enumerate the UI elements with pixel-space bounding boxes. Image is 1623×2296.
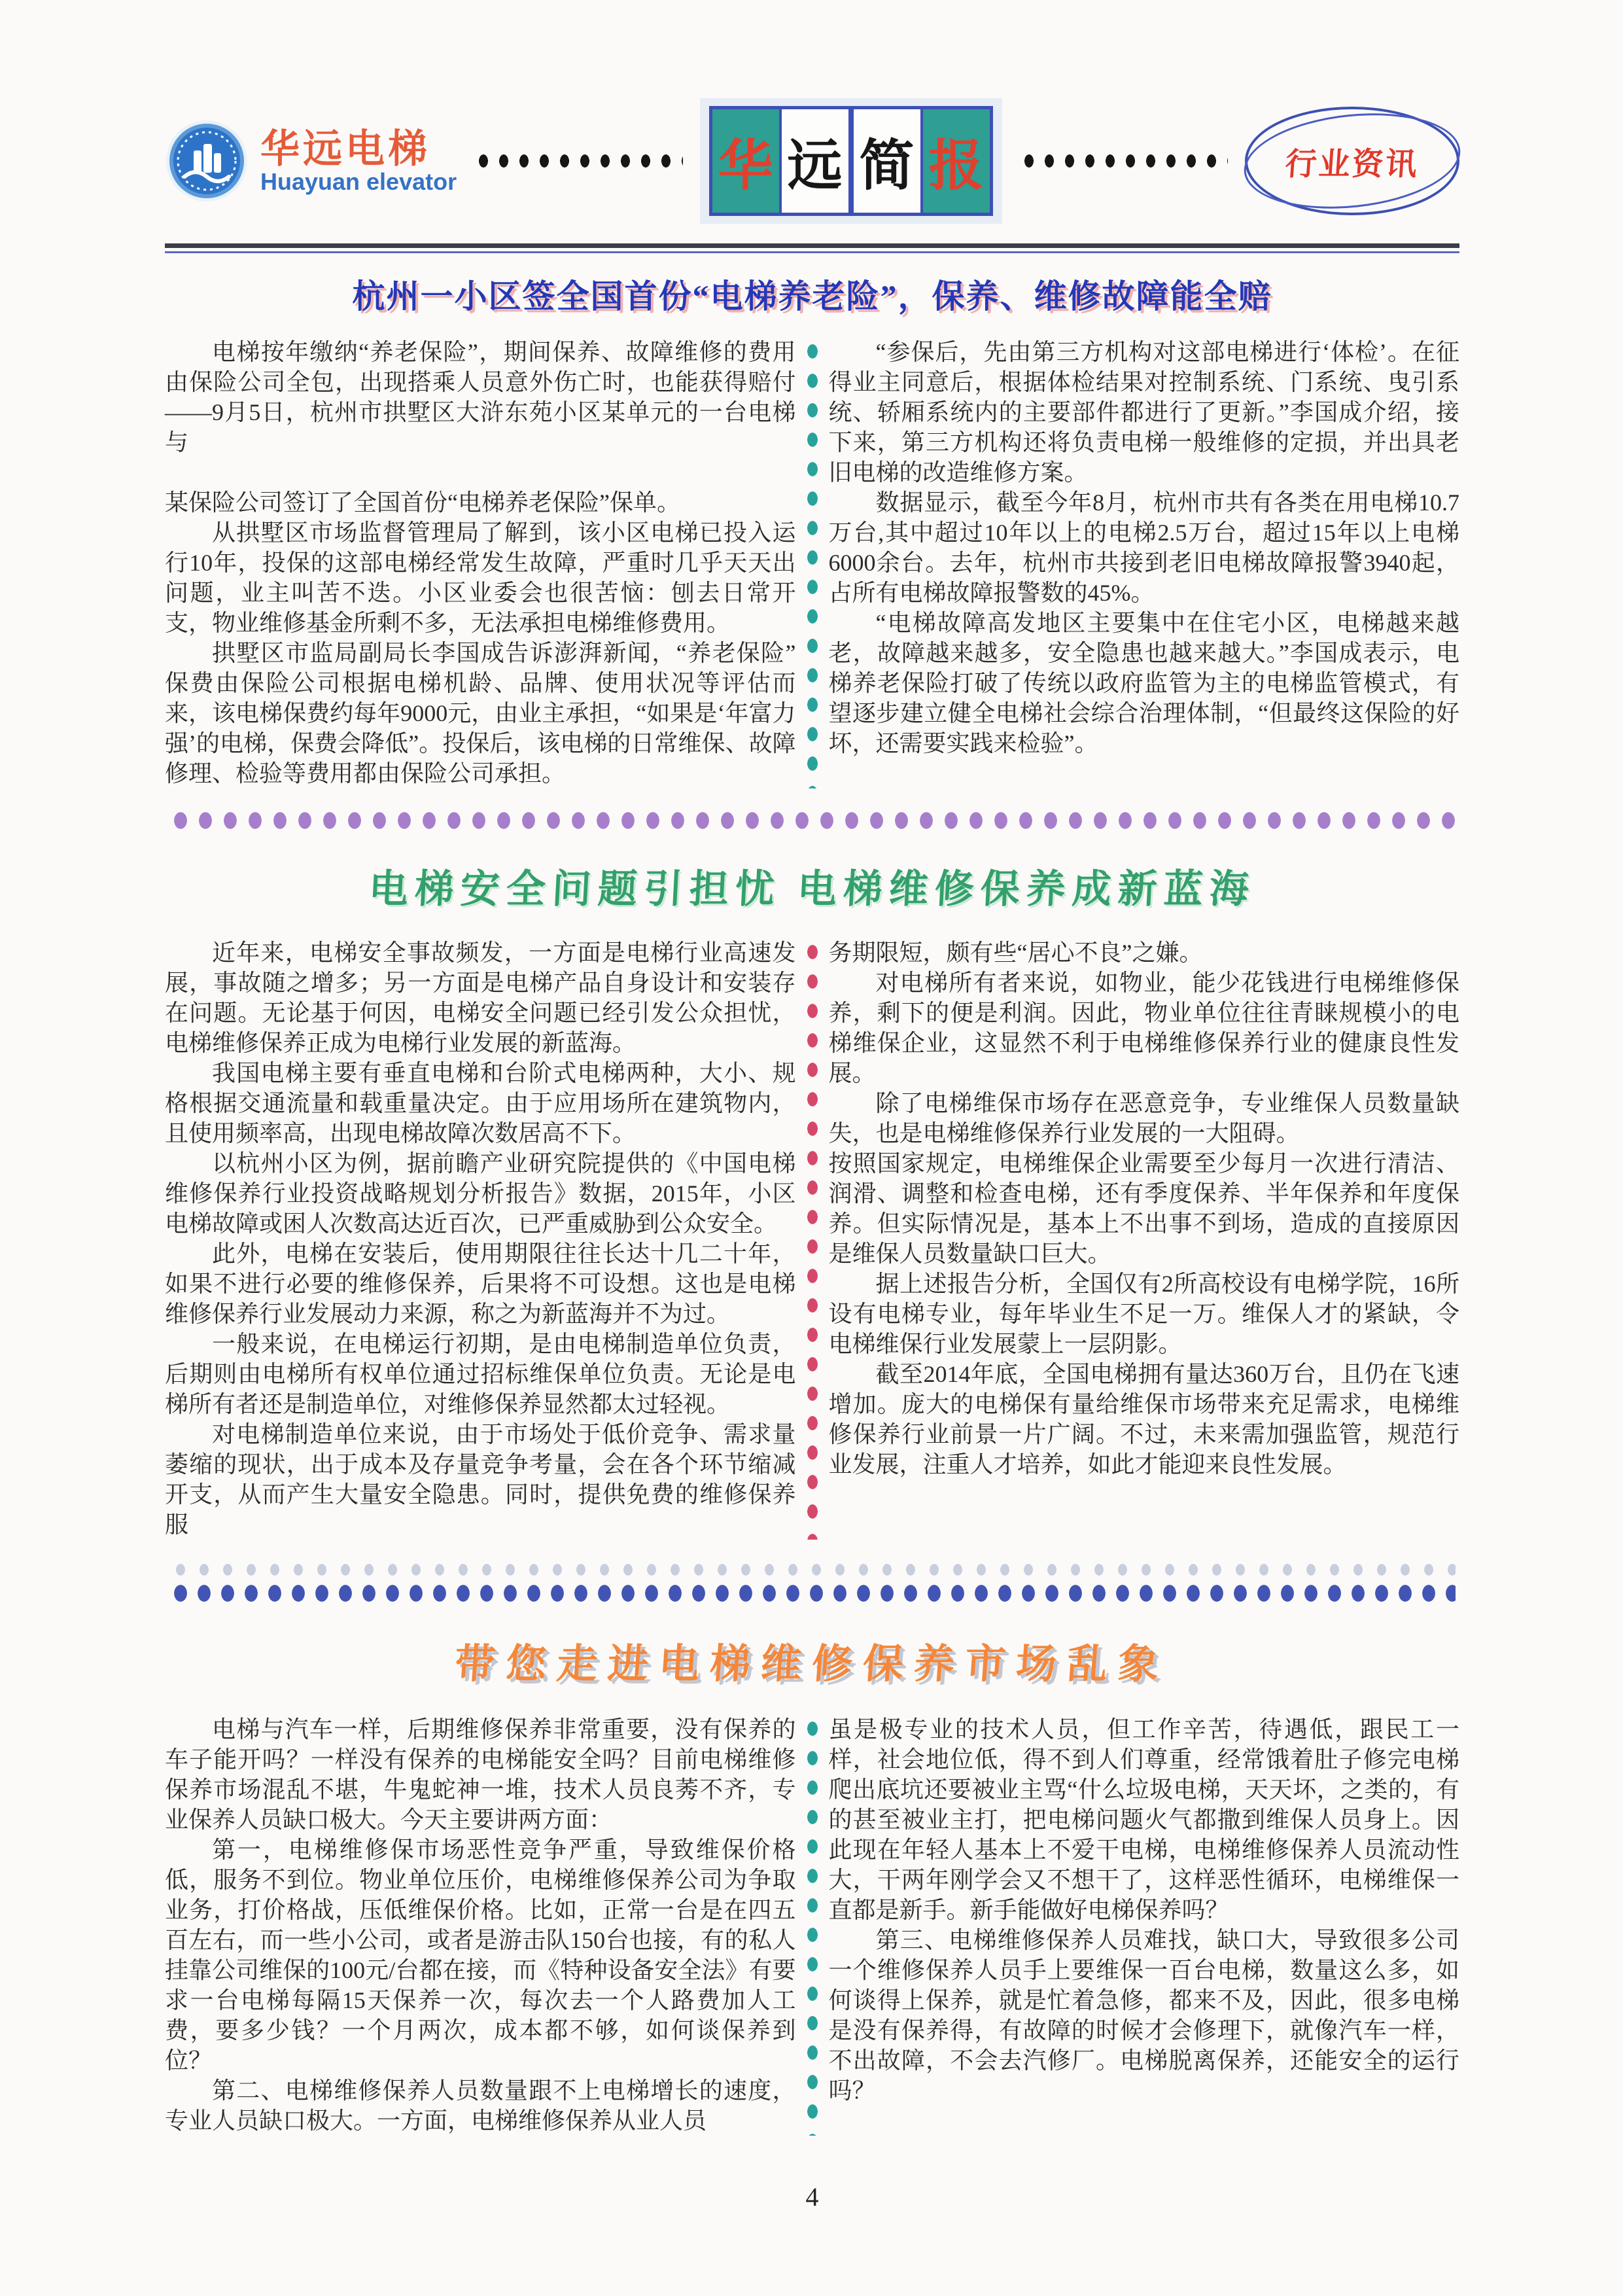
article-column-right — [829, 938, 1460, 1540]
masthead-char: 远 — [779, 109, 851, 213]
masthead — [700, 98, 1002, 224]
header-rule — [165, 243, 1459, 253]
dotted-line — [1019, 153, 1228, 169]
article-title: 杭州一小区签全国首份“电梯养老险”，保养、维修故障能全赔 — [352, 278, 1272, 315]
article-safety-blue-ocean — [165, 858, 1459, 1540]
paragraph: 务期限短，颇有些“居心不良”之嫌。 — [828, 940, 1203, 966]
paragraph: 电梯与汽车一样，后期维修保养非常重要，没有保养的车子能开吗？一样没有保养的电梯能安全吗？目前电梯维修保养市场混乱不堪，牛鬼蛇神一堆，技术人员良莠不齐，专业保养人员缺口极大。今天主要讲两方面： — [165, 1716, 796, 1833]
paragraph: 拱墅区市监局副局长李国成告诉澎湃新闻，“养老保险”保费由保险公司根据电梯机龄、品牌、使用状况等评估而来，该电梯保费约每年9000元，由业主承担，“如果是‘年富力强’的电梯，保费会降低”。投保后，该电梯的日常维保、故障修理、检验等费用都由保险公司承担。 — [165, 640, 796, 786]
paragraph: 第三、电梯维修保养人员难找，缺口大，导致很多公司一个维修保养人员手上要维保一百台电梯，数量这么多，如何谈得上保养，就是忙着急修，都来不及，因此，很多电梯是没有保养得，有故障的时候才会修理下，就像汽车一样，不出故障，不会去汽修厂。电梯脱离保养，还能安全的运行吗？ — [828, 1927, 1459, 2104]
paragraph: 数据显示，截至今年8月，杭州市共有各类在用电梯10.7万台,其中超过10年以上的电梯2.5万台，超过15年以上电梯6000余台。去年，杭州市共接到老旧电梯故障报警3940起，占所有电梯故障报警数的45%。 — [828, 489, 1459, 606]
article-column-right — [829, 337, 1460, 788]
paragraph: “参保后，先由第三方机构对这部电梯进行‘体检’。在征得业主同意后，根据体检结果对控制系统、门系统、曳引系统、轿厢系统内的主要部件都进行了更新。”李国成介绍，接下来，第三方机构还将负责电梯一般维修的定损，并出具老旧电梯的改造维修方案。 — [828, 339, 1459, 486]
dotted-line — [474, 153, 682, 169]
industry-news-badge-label: 行业资讯 — [1283, 147, 1420, 182]
paragraph: 一般来说，在电梯运行初期，是由电梯制造单位负责，后期则由电梯所有权单位通过招标维保单位负责。无论是电梯所有者还是制造单位，对维修保养显然都太过轻视。 — [165, 1331, 796, 1417]
paragraph: 第一，电梯维修保市场恶性竞争严重，导致维保价格低，服务不到位。物业单位压价，电梯维修保养公司为争取业务，打价格战，压低维保价格。比如，正常一台是在四五百左右，而一些小公司，或者是游击队150台也接，有的私人挂靠公司维保的100元/台都在接，而《特种设备安全法》有要求一台电梯每隔15天保养一次，每次去一个人路费加人工费，要多少钱？一个月两次，成本都不够，如何谈保养到位？ — [165, 1837, 796, 2074]
masthead-char: 简 — [851, 109, 923, 213]
paragraph: 从拱墅区市场监督管理局了解到，该小区电梯已投入运行10年，投保的这部电梯经常发生故障，严重时几乎天天出问题，业主叫苦不迭。小区业委会也很苦恼：刨去日常开支，物业维修基金所剩不多，无法承担电梯维修费用。 — [165, 520, 796, 636]
paragraph: 对电梯所有者来说，如物业，能少花钱进行电梯维修保养，剩下的便是利润。因此，物业单位往往青睐规模小的电梯维保企业，这显然不利于电梯维修保养行业的健康良性发展。 — [828, 970, 1459, 1086]
industry-news-badge — [1245, 107, 1459, 215]
paragraph: 对电梯制造单位来说，由于市场处于低价竞争、需求量萎缩的现状，出于成本及存量竞争考量，会在各个环节缩减开支，从而产生大量安全隐患。同时，提供免费的维修保养服 — [165, 1421, 796, 1538]
elevator-logo-icon — [165, 119, 249, 203]
article-title: 电梯安全问题引担忧 电梯维修保养成新蓝海 — [368, 868, 1257, 911]
brand-name-cn: 华远电梯 — [260, 126, 430, 171]
article-elevator-insurance — [165, 270, 1459, 788]
section-separator — [169, 811, 1456, 832]
masthead-char: 华 — [712, 109, 779, 213]
paragraph: 以杭州小区为例，据前瞻产业研究院提供的《中国电梯维修保养行业投资战略规划分析报告》数据，2015年，小区电梯故障或困人次数高达近百次，已严重威胁到公众安全。 — [165, 1150, 796, 1237]
masthead-char: 报 — [923, 109, 990, 213]
article-column-left — [165, 337, 796, 788]
brand-logo — [165, 119, 457, 203]
paragraph: 我国电梯主要有垂直电梯和台阶式电梯两种，大小、规格根据交通流量和载重量决定。由于应用场所在建筑物内，且使用频率高，出现电梯故障次数居高不下。 — [165, 1060, 796, 1146]
paragraph: 第二、电梯维修保养人员数量跟不上电梯增长的速度，专业人员缺口极大。一方面，电梯维修保养从业人员 — [165, 2077, 796, 2134]
column-divider — [797, 938, 828, 1540]
article-column-right — [829, 1714, 1460, 2136]
paragraph: 近年来，电梯安全事故频发，一方面是电梯行业高速发展，事故随之增多；另一方面是电梯产品自身设计和安装存在问题。无论基于何因，电梯安全问题已经引发公众担忧，电梯维修保养正成为电梯行业发展的新蓝海。 — [165, 940, 796, 1056]
article-column-left — [165, 1714, 796, 2136]
section-separator — [169, 1562, 1456, 1604]
paragraph: 据上述报告分析，全国仅有2所高校设有电梯学院，16所设有电梯专业，每年毕业生不足一万。维保人才的紧缺，令电梯维保行业发展蒙上一层阴影。 — [828, 1271, 1459, 1357]
article-column-left — [165, 938, 796, 1540]
paragraph: 电梯按年缴纳“养老保险”，期间保养、故障维修的费用由保险公司全包，出现搭乘人员意外伤亡时，也能获得赔付——9月5日，杭州市拱墅区大浒东苑小区某单元的一台电梯与 — [165, 339, 796, 455]
paragraph: 虽是极专业的技术人员，但工作辛苦，待遇低，跟民工一样，社会地位低，得不到人们尊重，经常饿着肚子修完电梯爬出底坑还要被业主骂“什么垃圾电梯，天天坏，之类的，有的甚至被业主打，把电梯问题火气都撒到维保人员身上。因此现在年轻人基本上不爱干电梯，电梯维修保养人员流动性大，干两年刚学会又不想干了，这样恶性循环，电梯维保一直都是新手。新手能做好电梯保养吗？ — [828, 1716, 1459, 1923]
paragraph: 截至2014年底，全国电梯拥有量达360万台，且仍在飞速增加。庞大的电梯保有量给维保市场带来充足需求，电梯维修保养行业前景一片广阔。不过，未来需加强监管，规范行业发展，注重人才培养，如此才能迎来良性发展。 — [828, 1361, 1459, 1477]
paragraph: “电梯故障高发地区主要集中在住宅小区，电梯越来越老，故障越来越多，安全隐患也越来越大。”李国成表示，电梯养老保险打破了传统以政府监管为主的电梯监管模式，有望逐步建立健全电梯社会综合治理体制，“但最终这保险的好坏，还需要实践来检验”。 — [828, 610, 1459, 756]
paragraph: 某保险公司签订了全国首份“电梯养老保险”保单。 — [165, 489, 680, 516]
header — [165, 98, 1459, 224]
paragraph: 此外，电梯在安装后，使用期限往往长达十几二十年，如果不进行必要的维修保养，后果将不可设想。这也是电梯维修保养行业发展动力来源，称之为新蓝海并不为过。 — [165, 1241, 796, 1327]
article-market-chaos — [165, 1631, 1459, 2136]
paragraph: 按照国家规定，电梯维保企业需要至少每月一次进行清洁、润滑、调整和检查电梯，还有季度保养、半年保养和年度保养。但实际情况是，基本上不出事不到场，造成的直接原因是维保人员数量缺口巨大。 — [828, 1150, 1459, 1267]
page-number: 4 — [805, 2182, 819, 2212]
column-divider — [797, 337, 828, 788]
paragraph: 除了电梯维保市场存在恶意竞争，专业维保人员数量缺失，也是电梯维修保养行业发展的一大阻碍。 — [828, 1090, 1459, 1146]
brand-name-en: Huayuan elevator — [260, 168, 457, 195]
brand-logo-text — [260, 128, 457, 194]
article-title: 带您走进电梯维修保养市场乱象 — [453, 1642, 1171, 1687]
column-divider — [797, 1714, 828, 2136]
